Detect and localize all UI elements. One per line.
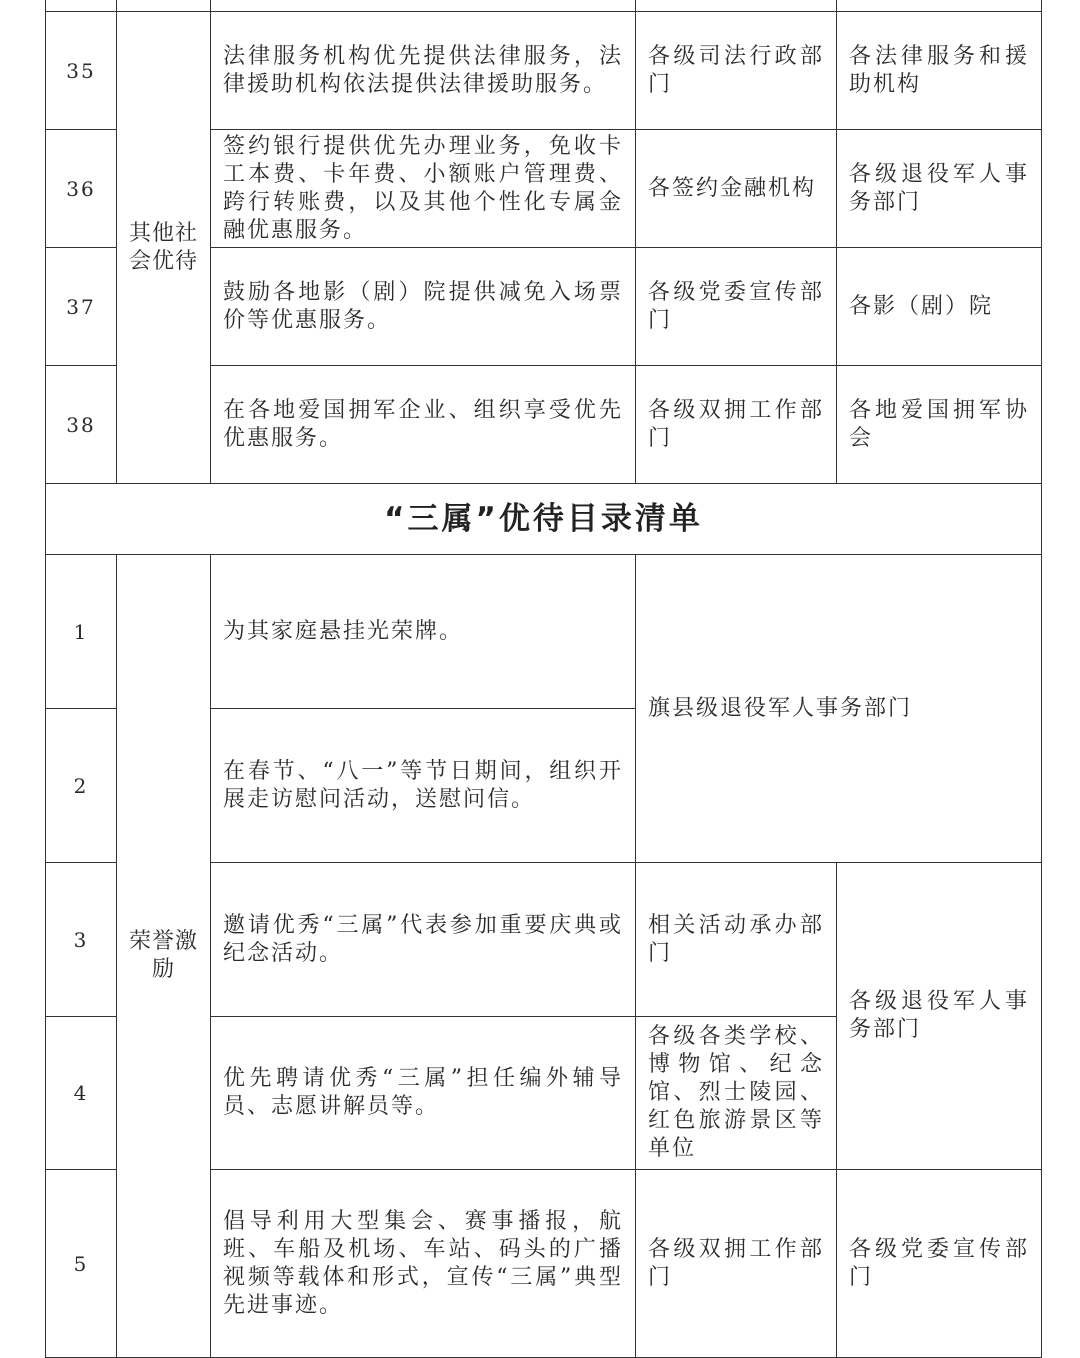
table-cell [837,0,1042,12]
content-cell: 优先聘请优秀“三属”担任编外辅导员、志愿讲解员等。 [211,1017,636,1170]
table-row [46,555,1042,709]
table-row [46,12,1042,130]
content-cell: 为其家庭悬挂光荣牌。 [211,555,636,709]
section-title-row [46,484,1042,555]
section-title: “三属”优待目录清单 [46,484,1042,555]
row-number: 38 [46,366,117,484]
impl-dept-cell: 各级党委宣传部门 [837,1170,1042,1358]
table-cell [46,0,117,12]
table-cell [117,0,211,12]
lead-dept-cell: 各级各类学校、博物馆、纪念馆、烈士陵园、红色旅游景区等单位 [636,1017,837,1170]
table-row-cutoff [46,0,1042,12]
impl-dept-cell: 各法律服务和援助机构 [837,12,1042,130]
impl-dept-cell: 各级退役军人事务部门 [837,130,1042,248]
content-cell: 签约银行提供优先办理业务，免收卡工本费、卡年费、小额账户管理费、跨行转账费，以及其他个性化专属金融优惠服务。 [211,130,636,248]
row-number: 36 [46,130,117,248]
content-cell: 在春节、“八一”等节日期间，组织开展走访慰问活动，送慰问信。 [211,709,636,863]
table-cell [636,0,837,12]
benefits-catalog-table [45,0,1042,1358]
content-cell: 法律服务机构优先提供法律服务，法律援助机构依法提供法律援助服务。 [211,12,636,130]
lead-dept-cell: 各级司法行政部门 [636,12,837,130]
lead-dept-cell: 各级双拥工作部门 [636,1170,837,1358]
row-number: 2 [46,709,117,863]
lead-dept-cell: 各级党委宣传部门 [636,248,837,366]
row-number: 35 [46,12,117,130]
row-number: 5 [46,1170,117,1358]
content-cell: 鼓励各地影（剧）院提供减免入场票价等优惠服务。 [211,248,636,366]
merged-dept-cell: 旗县级退役军人事务部门 [636,555,1042,863]
content-cell: 倡导利用大型集会、赛事播报，航班、车船及机场、车站、码头的广播视频等载体和形式，宣传“三属”典型先进事迹。 [211,1170,636,1358]
row-number: 3 [46,863,117,1017]
row-number: 37 [46,248,117,366]
lead-dept-cell: 各签约金融机构 [636,130,837,248]
row-number: 4 [46,1017,117,1170]
content-cell: 邀请优秀“三属”代表参加重要庆典或纪念活动。 [211,863,636,1017]
lead-dept-cell: 相关活动承办部门 [636,863,837,1017]
merged-impl-dept-cell: 各级退役军人事务部门 [837,863,1042,1170]
content-cell: 在各地爱国拥军企业、组织享受优先优惠服务。 [211,366,636,484]
impl-dept-cell: 各影（剧）院 [837,248,1042,366]
lead-dept-cell: 各级双拥工作部门 [636,366,837,484]
row-number: 1 [46,555,117,709]
category-cell: 其他社会优待 [117,12,211,484]
category-cell: 荣誉激励 [117,555,211,1358]
impl-dept-cell: 各地爱国拥军协会 [837,366,1042,484]
table-cell [211,0,636,12]
